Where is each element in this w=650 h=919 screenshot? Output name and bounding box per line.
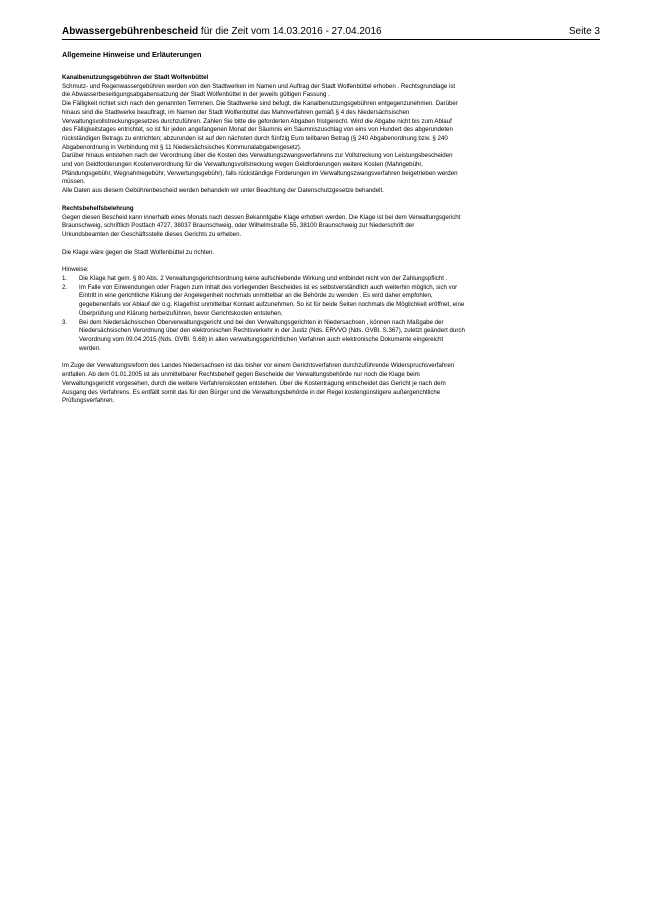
kanal-section: [62, 74, 550, 196]
spacer: [62, 196, 550, 205]
spacer: [62, 353, 550, 362]
kanal-line: müssen.: [62, 178, 86, 186]
hinweise-heading: Hinweise:: [62, 266, 89, 274]
hinweise-list: [62, 275, 550, 353]
reform-line: entfallen. Ab dem 01.01.2005 ist als unmittelbarer Rechtsbehelf gegen Bescheide der Verwaltungsbehörde nur noch die Klage beim: [62, 371, 420, 379]
hinweis-number: 1.: [62, 275, 68, 283]
reform-section: [62, 362, 550, 406]
kanal-line: Abgabenordnung in Verbindung mit § 11 Niedersächsisches Kommunalabgabengesetz).: [62, 143, 302, 151]
document-body: [62, 50, 550, 406]
header-divider: [62, 39, 600, 40]
rechtsbehelf-text: [62, 214, 550, 240]
reform-line: Verwaltungsgericht vorgesehen, durch die weitere Verfahrenskosten entstehen. Über die Kostentragung entscheidet das Gericht je nach dem: [62, 379, 446, 387]
kanal-text: [62, 83, 550, 196]
page-number: Seite 3: [568, 26, 600, 37]
hinweis-number: 2.: [62, 283, 68, 291]
hinweis-line: werden.: [79, 344, 101, 352]
kanal-line: Die Fälligkeit richtet sich nach den genannten Terminen. Die Stadtwerke sind befugt, die Kanalbenutzungsgebühren entgegenzunehmen. Darüber: [62, 100, 458, 108]
klage-line: Die Klage wäre gegen die Stadt Wolfenbüttel zu richten.: [62, 248, 215, 256]
reform-line: Ausgang des Verfahrens. Es entfällt somit das für den Bürger und die Verwaltungsbehörde in der Regel kostengünstigere außergerichtliche: [62, 388, 441, 396]
hinweis-line: gegebenenfalls vor Ablauf der o.g. Klagefrist unmittelbar Kontakt aufzunehmen. So ist für beide Seiten nochmals die Möglichkeit eröffnet, eine: [79, 301, 465, 309]
kanal-line: des Fälligkeitstages entrichtet, so ist für jeden angefangenen Monat der Säumnis ein Säumniszuschlag von eins von Hundert des abgerundeten: [62, 126, 453, 134]
hinweise-section: [62, 266, 550, 353]
kanal-heading: Kanalbenutzungsgebühren der Stadt Wolfenbüttel: [62, 74, 209, 81]
page-header: [62, 25, 600, 39]
hinweis-number: 3.: [62, 318, 68, 326]
kanal-line: rückständigen Betrags zu entrichten; abzurunden ist auf den nächsten durch fünfzig Euro teilbaren Betrag (§ 240 Abgabenordnung bzw. § 240: [62, 134, 448, 142]
kanal-line: und von Geldforderungen Kostenverordnung für die Verwaltungsvollstreckung wegen Geldforderungen weitere Kosten (Mahngebühr,: [62, 161, 423, 169]
kanal-line: Pfändungsgebühr, Wegnahmegebühr, Verwertungsgebühr), falls rückständige Forderungen im Verwaltungszwangsverfahren beigetrieben werden: [62, 169, 458, 177]
spacer: [62, 240, 550, 249]
reform-line: Im Zuge der Verwaltungsreform des Landes Niedersachsen ist das bisher vor einem Gerichtsverfahren durchzuführende Widerspruchsverfahren: [62, 362, 455, 370]
rechtsbehelf-line: Gegen diesen Bescheid kann innerhalb eines Monats nach dessen Bekanntgabe Klage erhoben werden. Die Klage ist bei dem Verwaltungsgericht: [62, 213, 461, 221]
kanal-line: Darüber hinaus entstehen nach der Verordnung über die Kosten des Verwaltungszwangsverfahrens zur Vollstreckung von Leistungsbescheiden: [62, 152, 453, 160]
hinweis-line: Die Klage hat gem. § 80 Abs. 2 Verwaltungsgerichtsordnung keine aufschiebende Wirkung und entbindet nicht von der Zahlungspflicht .: [79, 275, 448, 283]
rechtsbehelf-line: Braunschweig, schriftlich Postfach 4727, 38037 Braunschweig, oder Wilhelmstraße 55, 38100 Braunschweig zur Niederschrift der: [62, 222, 415, 230]
hinweis-line: Niedersächsischen Verordnung über den elektronischen Rechtsverkehr in der Justiz (Nds. ERVVO (Nds. GVBl. S.367), zuletzt geändert durch: [79, 327, 465, 335]
hinweis-line: Im Falle von Einwendungen oder Fragen zum Inhalt des vorliegenden Bescheides ist es selbstverständlich auch weiterhin möglich, sich vor: [79, 283, 458, 291]
kanal-line: Verwaltungsvollstreckungsgesetzes durchzuführen. Zahlen Sie bitte die geforderten Abgaben fristgerecht. Wird die Abgabe nicht bis zum Ablauf: [62, 117, 452, 125]
header-title-bold: Abwassergebührenbescheid: [62, 26, 199, 37]
reform-line: Prüfungsverfahren.: [62, 397, 115, 405]
hinweis-line: Bei dem Niedersächsischen Oberverwaltungsgericht und bei den Verwaltungsgerichten in Niedersachsen , können nach Maßgabe der: [79, 318, 444, 326]
spacer: [62, 257, 550, 266]
rechtsbehelf-section: [62, 205, 550, 258]
kanal-line: die Abwasserbeseitigungsabgabensatzung der Stadt Wolfenbüttel in der jeweils gültigen Fassung .: [62, 91, 330, 99]
hinweis-line: Verordnung vom 09.04.2015 (Nds. GVBl. S.68) in allen verwaltungsgerichtlichen Verfahren auch elektronische Dokumente eingereicht: [79, 335, 444, 343]
hinweis-line: Eintritt in eine gerichtliche Klärung der Angelegenheit nochmals unmittelbar an die Behörde zu wenden . Es wird daher empfohlen,: [79, 292, 433, 300]
kanal-line: Schmutz- und Regenwassergebühren werden von den Stadtwerken im Namen und Auftrag der Stadt Wolfenbüttel erhoben . Rechtsgrundlage ist: [62, 82, 456, 90]
rechtsbehelf-line: Urkundsbeamten der Geschäftsstelle dieses Gerichts zu erheben.: [62, 230, 242, 238]
section-title: Allgemeine Hinweise und Erläuterungen: [62, 50, 202, 59]
rechtsbehelf-heading: Rechtsbehelfsbelehrung: [62, 204, 134, 212]
hinweis-item: [62, 319, 550, 354]
kanal-line: Alle Daten aus diesem Gebührenbescheid werden behandeln wir unter Beachtung der Datenschutzgesetze behandelt.: [62, 187, 384, 195]
kanal-line: hinaus sind die Stadtwerke beauftragt, im Namen der Stadt Wolfenbüttel das Mahnverfahren gemäß § 4 des Niedersächsischen: [62, 108, 410, 116]
hinweis-item: [62, 284, 550, 319]
header-title-period: für die Zeit vom 14.03.2016 - 27.04.2016: [198, 26, 382, 37]
hinweis-item: [62, 275, 550, 284]
reform-text: [62, 362, 550, 406]
hinweis-line: Überprüfung und Klärung herbeizuführen, bevor Gerichtskosten entstehen.: [79, 309, 283, 317]
